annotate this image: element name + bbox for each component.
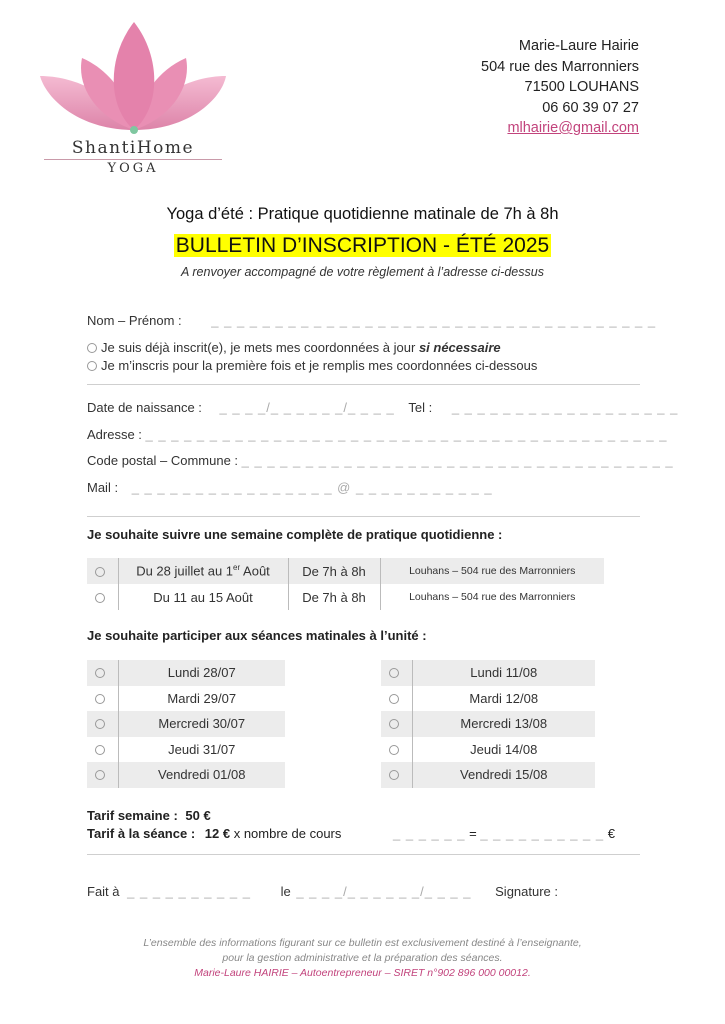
radio-new[interactable] (87, 361, 97, 371)
contact-block (481, 36, 639, 139)
name-label: Nom – Prénom : (87, 313, 182, 328)
week-radio[interactable] (95, 567, 105, 577)
day-row[interactable] (381, 711, 595, 737)
option-registered[interactable] (87, 340, 501, 355)
week-time: De 7h à 8h (288, 558, 380, 584)
week-row[interactable] (87, 558, 604, 584)
footer (0, 936, 725, 981)
day-radio[interactable] (389, 719, 399, 729)
page-note: A renvoyer accompagné de votre règlement à l’adresse ci-dessus (181, 265, 544, 279)
week-table (87, 558, 604, 610)
at-sign: @ (337, 480, 352, 495)
divider (87, 854, 640, 855)
page-title-text: BULLETIN D’INSCRIPTION - ÉTÉ 2025 (175, 234, 550, 257)
postal-row (87, 453, 674, 468)
place-label: Fait à (87, 884, 120, 899)
day-radio[interactable] (389, 668, 399, 678)
week-place: Louhans – 504 rue des Marronniers (409, 591, 576, 603)
signature-label: Signature : (495, 884, 559, 899)
brand-subtitle: YOGA (107, 161, 159, 176)
week-time: De 7h à 8h (288, 584, 380, 610)
day-label: Lundi 28/07 (118, 660, 285, 686)
day-label: Jeudi 31/07 (168, 741, 236, 757)
currency-sign: € (607, 826, 615, 841)
day-radio[interactable] (389, 745, 399, 755)
signature-row (87, 884, 558, 899)
day-section-title: Je souhaite participer aux séances matinales à l’unité : (87, 628, 427, 643)
week-radio[interactable] (95, 593, 105, 603)
day-label: Jeudi 14/08 (470, 741, 538, 757)
brand-divider (44, 159, 222, 160)
day-radio[interactable] (389, 770, 399, 780)
week-price-value: 50 € (185, 808, 211, 823)
contact-street: 504 rue des Marronniers (481, 58, 639, 75)
place-field[interactable]: _ _ _ _ _ _ _ _ _ _ (127, 884, 251, 899)
day-radio[interactable] (95, 694, 105, 704)
session-price-suffix: x nombre de cours (233, 826, 342, 841)
name-field[interactable]: _ _ _ _ _ _ _ _ _ _ _ _ _ _ _ _ _ _ _ _ _ _ _ _ _ _ _ _ _ _ _ _ _ _ _ (211, 313, 657, 328)
week-place: Louhans – 504 rue des Marronniers (380, 558, 604, 584)
session-price-row (87, 826, 615, 841)
birth-label: Date de naissance : (87, 400, 202, 415)
contact-name: Marie-Laure Hairie (518, 38, 639, 54)
day-radio[interactable] (95, 668, 105, 678)
week-dates: Du 28 juillet au 1er Août (118, 558, 288, 584)
days-table-left (87, 660, 285, 788)
brand-name: ShantiHome (71, 138, 195, 158)
week-price-row (87, 808, 211, 823)
day-radio[interactable] (95, 745, 105, 755)
week-dates: Du 11 au 15 Août (118, 584, 288, 610)
contact-city: 71500 LOUHANS (524, 79, 639, 95)
day-row[interactable] (87, 686, 285, 712)
address-field[interactable]: _ _ _ _ _ _ _ _ _ _ _ _ _ _ _ _ _ _ _ _ _ _ _ _ _ _ _ _ _ _ _ _ _ _ _ _ _ _ _ _ _ (145, 427, 668, 442)
mail-row (87, 480, 493, 495)
session-price-value: 12 € (204, 826, 231, 841)
birth-field[interactable]: _ _ _ _/_ _ _ _ _ _/_ _ _ _ (219, 400, 395, 415)
session-count-field[interactable]: _ _ _ _ _ _ (393, 826, 466, 841)
day-radio[interactable] (389, 694, 399, 704)
option-registered-label: Je suis déjà inscrit(e), je mets mes coordonnées à jour (101, 340, 416, 355)
date-field[interactable]: _ _ _ _/_ _ _ _ _ _/_ _ _ _ (296, 884, 472, 899)
postal-field[interactable]: _ _ _ _ _ _ _ _ _ _ _ _ _ _ _ _ _ _ _ _ _ _ _ _ _ _ _ _ _ _ _ _ _ _ (241, 453, 674, 468)
day-label: Mardi 12/08 (469, 690, 539, 706)
footer-siret: Marie-Laure HAIRIE – Autoentrepreneur – SIRET n°902 896 000 00012. (194, 967, 531, 979)
day-label: Mercredi 13/08 (412, 711, 595, 737)
day-row[interactable] (381, 660, 595, 686)
footer-line: L’ensemble des informations figurant sur ce bulletin est exclusivement destiné à l’enseignante, (143, 937, 582, 949)
radio-registered[interactable] (87, 343, 97, 353)
footer-line: pour la gestion administrative et la préparation des séances. (222, 952, 503, 964)
day-row[interactable] (381, 686, 595, 712)
week-row[interactable] (87, 584, 604, 610)
mail-label: Mail : (87, 480, 119, 495)
divider (87, 384, 640, 385)
address-label: Adresse : (87, 427, 142, 442)
page-subtitle: Yoga d’été : Pratique quotidienne matinale de 7h à 8h (166, 205, 559, 223)
shantihome-logo (38, 18, 228, 178)
option-registered-emphasis: si nécessaire (418, 340, 501, 355)
day-label: Mardi 29/07 (167, 690, 237, 706)
week-price-label: Tarif semaine : (87, 808, 178, 823)
days-table-right (381, 660, 595, 788)
session-price-label: Tarif à la séance : (87, 826, 196, 841)
contact-phone: 06 60 39 07 27 (542, 99, 639, 116)
day-label: Lundi 11/08 (412, 660, 595, 686)
lotus-icon (38, 18, 228, 138)
mail-field[interactable]: _ _ _ _ _ _ _ _ _ _ _ _ _ _ _ _ @ _ _ _ _ _ _ _ _ _ _ _ (131, 480, 493, 495)
option-new[interactable] (87, 358, 537, 373)
day-label: Vendredi 01/08 (118, 762, 285, 788)
session-total-field[interactable]: _ _ _ _ _ _ _ _ _ _ (480, 826, 605, 841)
option-new-label: Je m’inscris pour la première fois et je remplis mes coordonnées ci-dessous (101, 358, 538, 373)
date-label: le (280, 884, 291, 899)
divider (87, 516, 640, 517)
day-label: Mercredi 30/07 (118, 711, 285, 737)
day-row[interactable] (87, 762, 285, 788)
day-row[interactable] (381, 737, 595, 763)
postal-label: Code postal – Commune : (87, 453, 239, 468)
name-row (87, 313, 656, 328)
equals-sign: = (469, 826, 477, 841)
day-row[interactable] (87, 711, 285, 737)
day-radio[interactable] (95, 770, 105, 780)
address-row (87, 427, 667, 442)
page-title (0, 234, 725, 258)
tel-label: Tel : (408, 400, 433, 415)
contact-email-link[interactable]: mlhairie@gmail.com (507, 120, 639, 136)
tel-field[interactable]: _ _ _ _ _ _ _ _ _ _ _ _ _ _ _ _ _ _ (451, 400, 679, 415)
birth-row (87, 400, 678, 415)
day-radio[interactable] (95, 719, 105, 729)
day-label: Vendredi 15/08 (412, 762, 595, 788)
week-section-title: Je souhaite suivre une semaine complète de pratique quotidienne : (87, 527, 503, 542)
day-row[interactable] (87, 737, 285, 763)
day-row[interactable] (87, 660, 285, 686)
day-row[interactable] (381, 762, 595, 788)
